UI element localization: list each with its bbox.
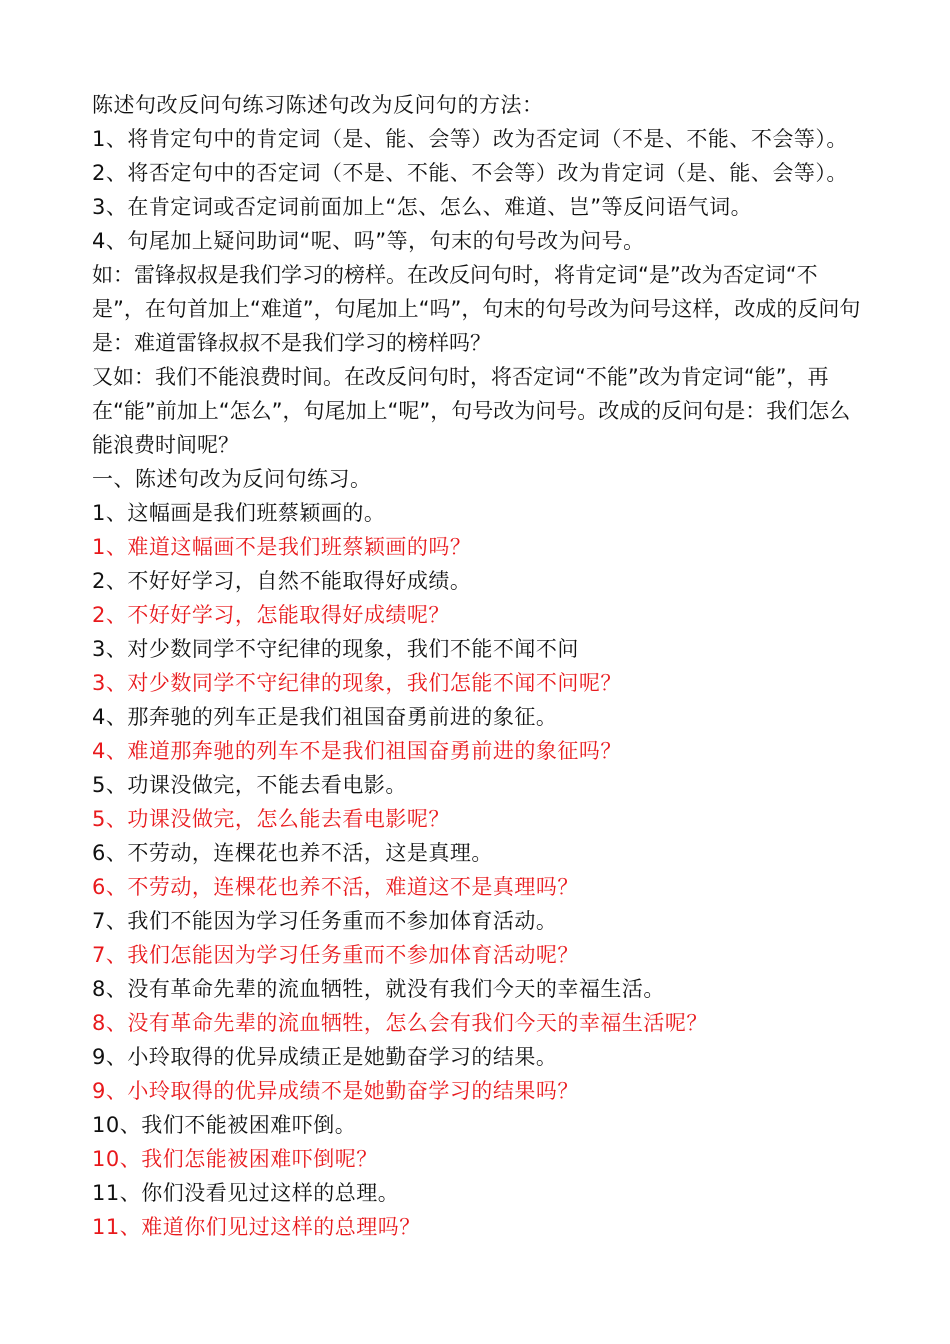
exercise-question: 10、我们不能被困难吓倒。	[92, 1113, 357, 1137]
exercise-answer: 10、我们怎能被困难吓倒呢？	[92, 1147, 378, 1171]
document-page	[92, 88, 868, 1244]
method-item: 3、在肯定词或否定词前面加上“怎、怎么、难道、岂”等反问语气词。	[92, 195, 753, 219]
exercise-answer: 6、不劳动，连棵花也养不活，难道这不是真理吗？	[92, 875, 579, 899]
exercise-answer: 5、功课没做完，怎么能去看电影呢？	[92, 807, 450, 831]
exercise-question: 4、那奔驰的列车正是我们祖国奋勇前进的象征。	[92, 705, 558, 729]
exercise-answer: 9、小玲取得的优异成绩不是她勤奋学习的结果吗？	[92, 1079, 579, 1103]
example-paragraph-2: 又如：我们不能浪费时间。在改反问句时，将否定词“不能”改为肯定词“能”，再在“能”前加上“怎么”，句尾加上“呢”，句号改为问号。改成的反问句是：我们怎么能浪费时间呢？	[92, 365, 851, 457]
exercise-question: 9、小玲取得的优异成绩正是她勤奋学习的结果。	[92, 1045, 558, 1069]
exercise-question: 5、功课没做完，不能去看电影。	[92, 773, 407, 797]
method-item: 1、将肯定句中的肯定词（是、能、会等）改为否定词（不是、不能、不会等）。	[92, 127, 848, 151]
example-paragraph-1: 如：雷锋叔叔是我们学习的榜样。在改反问句时，将肯定词“是”改为否定词“不是”，在句首加上“难道”，句尾加上“吗”，句末的句号改为问号这样，改成的反问句是：难道雷锋叔叔不是我们学习的榜样吗？	[92, 263, 861, 355]
method-item: 2、将否定句中的否定词（不是、不能、不会等）改为肯定词（是、能、会等）。	[92, 161, 848, 185]
exercise-answer: 7、我们怎能因为学习任务重而不参加体育活动呢？	[92, 943, 579, 967]
document-title: 陈述句改反问句练习陈述句改为反问句的方法：	[92, 93, 544, 117]
exercise-question: 6、不劳动，连棵花也养不活，这是真理。	[92, 841, 493, 865]
exercise-question: 1、这幅画是我们班蔡颖画的。	[92, 501, 386, 525]
exercise-question: 7、我们不能因为学习任务重而不参加体育活动。	[92, 909, 558, 933]
exercise-answer: 1、难道这幅画不是我们班蔡颖画的吗？	[92, 535, 472, 559]
exercise-answer: 3、对少数同学不守纪律的现象，我们怎能不闻不问呢？	[92, 671, 622, 695]
exercise-question: 2、不好好学习，自然不能取得好成绩。	[92, 569, 472, 593]
exercise-question: 11、你们没看见过这样的总理。	[92, 1181, 400, 1205]
section-heading: 一、陈述句改为反问句练习。	[92, 467, 372, 491]
exercise-answer: 8、没有革命先辈的流血牺牲，怎么会有我们今天的幸福生活呢？	[92, 1011, 708, 1035]
exercise-answer: 11、难道你们见过这样的总理吗？	[92, 1215, 421, 1239]
exercise-question: 3、对少数同学不守纪律的现象，我们不能不闻不问	[92, 637, 579, 661]
method-item: 4、句尾加上疑问助词“呢、吗”等，句末的句号改为问号。	[92, 229, 645, 253]
exercise-question: 8、没有革命先辈的流血牺牲，就没有我们今天的幸福生活。	[92, 977, 665, 1001]
exercise-answer: 4、难道那奔驰的列车不是我们祖国奋勇前进的象征吗？	[92, 739, 622, 763]
exercise-answer: 2、不好好学习，怎能取得好成绩呢？	[92, 603, 450, 627]
